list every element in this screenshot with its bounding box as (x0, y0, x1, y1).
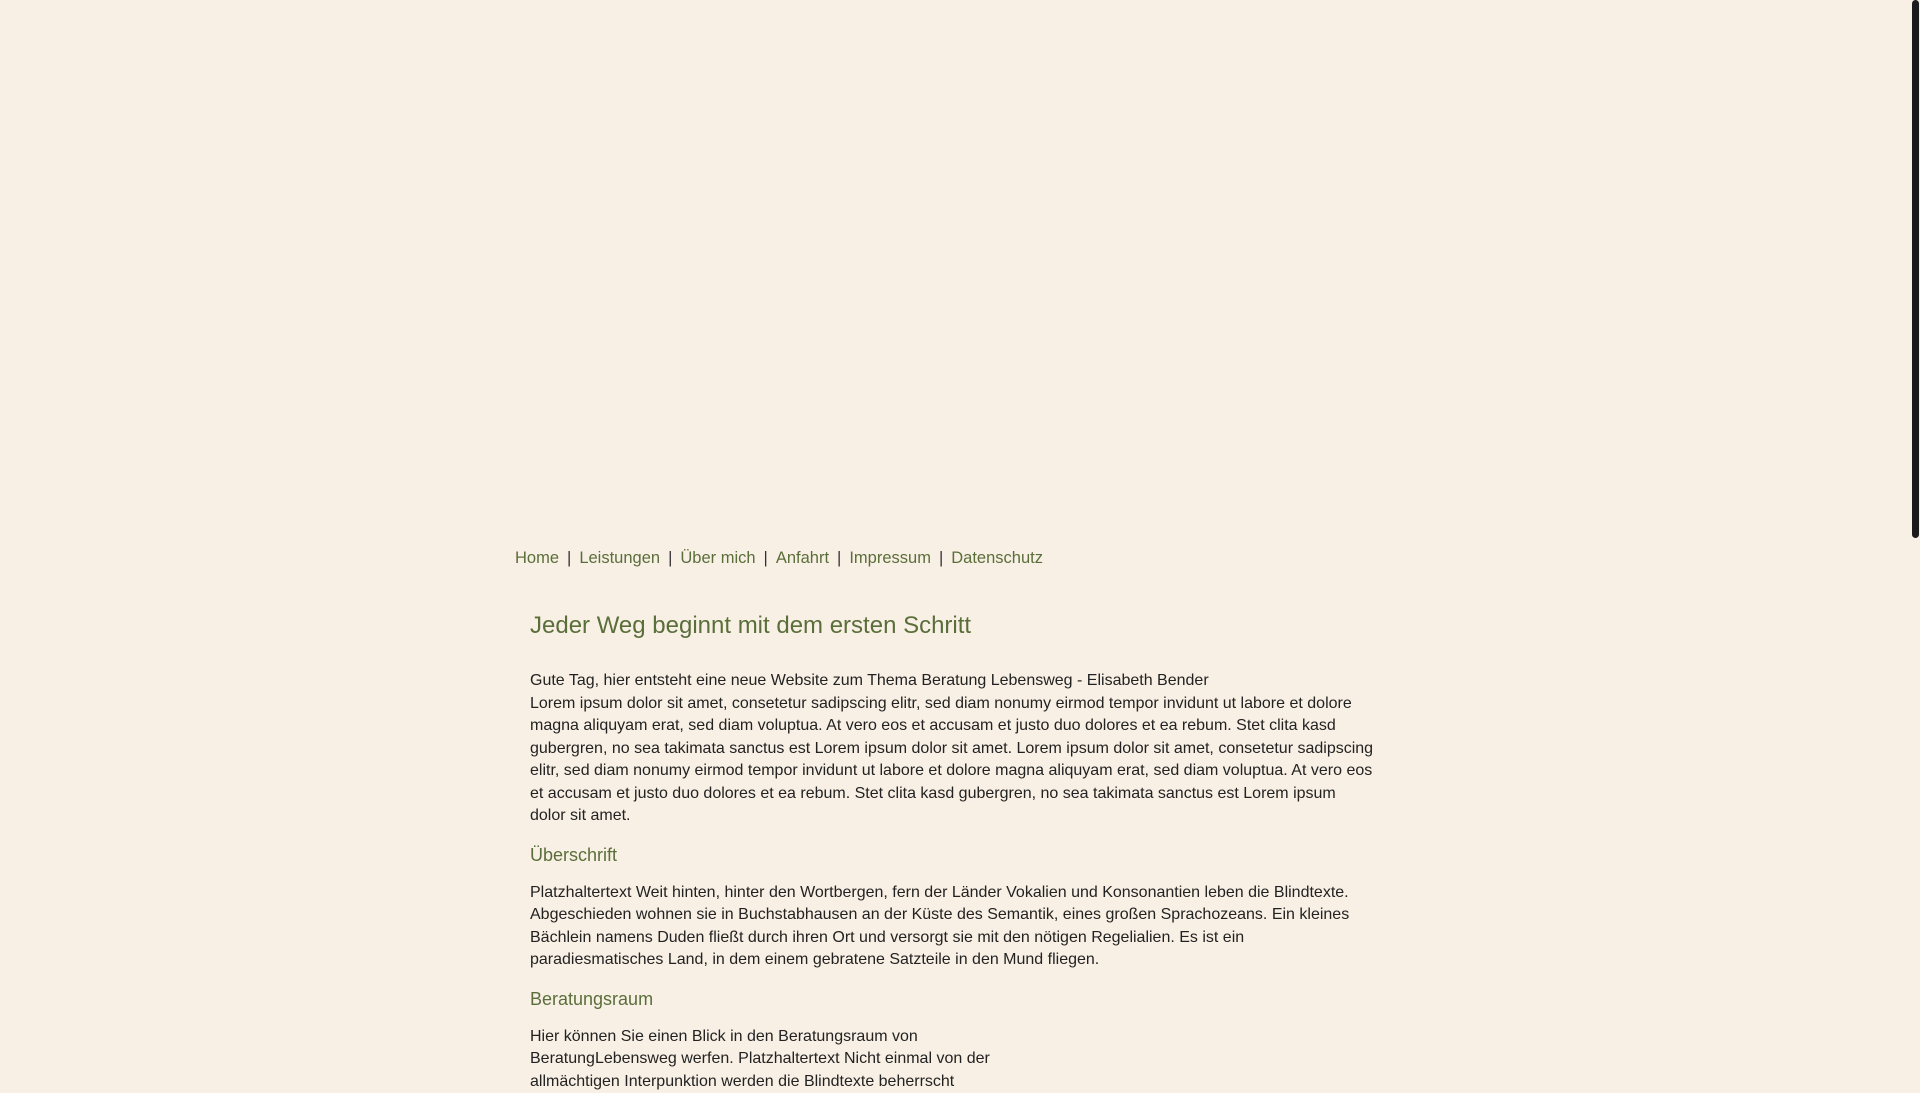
scrollbar-thumb[interactable] (1912, 0, 1919, 538)
header-banner (0, 0, 1920, 540)
nav-link-ueber-mich[interactable]: Über mich (680, 549, 755, 567)
intro-paragraph (530, 670, 1375, 828)
nav-link-impressum[interactable]: Impressum (849, 549, 931, 567)
nav-separator: | (567, 549, 571, 567)
page-title: Jeder Weg beginnt mit dem ersten Schritt (530, 608, 1375, 644)
nav-link-home[interactable]: Home (515, 549, 559, 567)
section-heading-ueberschrift: Überschrift (530, 842, 1375, 868)
nav-separator: | (837, 549, 841, 567)
nav-separator: | (939, 549, 943, 567)
nav-separator: | (668, 549, 672, 567)
nav-link-datenschutz[interactable]: Datenschutz (951, 549, 1043, 567)
nav-link-anfahrt[interactable]: Anfahrt (776, 549, 829, 567)
main-navigation (515, 548, 1043, 568)
nav-separator: | (764, 549, 768, 567)
vertical-scrollbar[interactable] (1911, 0, 1920, 1080)
intro-line: Gute Tag, hier entsteht eine neue Website zum Thema Beratung Lebensweg - Elisabeth Bender (530, 670, 1375, 693)
intro-text: Lorem ipsum dolor sit amet, consetetur sadipscing elitr, sed diam nonumy eirmod tempor invidunt ut labore et dolore magna aliquyam erat, sed diam voluptua. At vero eos et accusam et justo duo dolores et ea rebum. Stet clita kasd gubergren, no sea takimata sanctus est Lorem ipsum dolor sit amet. Lorem ipsum dolor sit amet, consetetur sadipscing elitr, sed diam nonumy eirmod tempor invidunt ut labore et dolore magna aliquyam erat, sed diam voluptua. At vero eos et accusam et justo duo dolores et ea rebum. Stet clita kasd gubergren, no sea takimata sanctus est Lorem ipsum dolor sit amet. (530, 695, 1373, 825)
nav-link-leistungen[interactable]: Leistungen (579, 549, 660, 567)
section-heading-beratungsraum: Beratungsraum (530, 986, 1375, 1012)
main-content (530, 608, 1375, 1093)
section-text-beratungsraum: Hier können Sie einen Blick in den Beratungsraum von BeratungLebensweg werfen. Platzhaltertext Nicht einmal von der allmächtigen Interpunktion werden die Blindtexte beherrscht (530, 1026, 1000, 1093)
section-text-ueberschrift: Platzhaltertext Weit hinten, hinter den Wortbergen, fern der Länder Vokalien und Konsonantien leben die Blindtexte. Abgeschieden wohnen sie in Buchstabhausen an der Küste des Semantik, eines großen Sprachozeans. Ein kleines Bächlein namens Duden fließt durch ihren Ort und versorgt sie mit den nötigen Regelialien. Es ist ein paradiesmatisches Land, in dem einem gebratene Satzteile in den Mund fliegen. (530, 882, 1375, 972)
